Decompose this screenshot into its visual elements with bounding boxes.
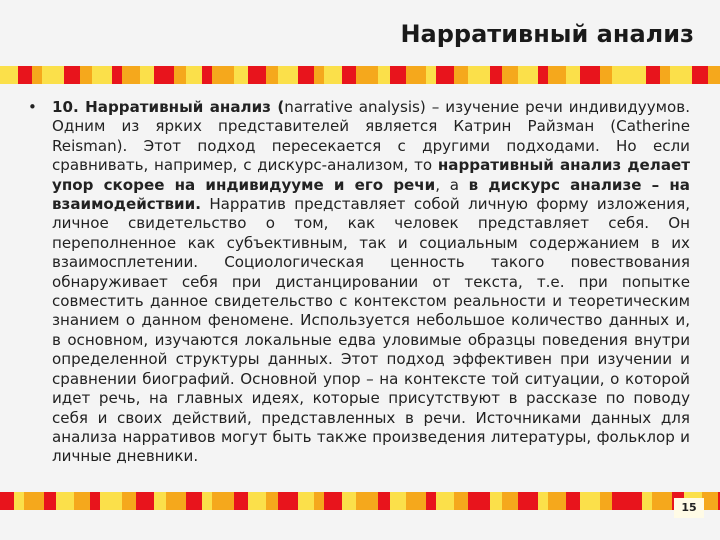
stripe-segment — [154, 66, 174, 84]
stripe-segment — [32, 66, 42, 84]
stripe-segment — [580, 66, 600, 84]
stripe-segment — [42, 66, 64, 84]
stripe-segment — [502, 492, 518, 510]
stripe-segment — [298, 492, 314, 510]
stripe-segment — [122, 492, 136, 510]
stripe-segment — [390, 492, 406, 510]
heading-lead: 10. Нарративный анализ ( — [52, 98, 285, 116]
stripe-segment — [186, 492, 202, 510]
stripe-segment — [18, 66, 32, 84]
stripe-segment — [468, 66, 490, 84]
text-part-1: ) – изучение речи индивидуумов. Одним из ярких представителей является Катрин Райзман (Catherine Reisman). Этот подход пересекается с другими подходами. Но если сравнивать, например, с дискурс-анализом, то — [52, 98, 690, 175]
stripe-segment — [468, 492, 490, 510]
stripe-segment — [702, 492, 718, 510]
stripe-segment — [64, 66, 80, 84]
stripe-segment — [122, 66, 140, 84]
stripe-segment — [234, 66, 248, 84]
stripe-segment — [266, 492, 278, 510]
page-number: 15 — [674, 498, 704, 518]
stripe-segment — [342, 492, 356, 510]
stripe-segment — [140, 66, 154, 84]
stripe-segment — [92, 66, 112, 84]
english-term: narrative analysis — [284, 98, 420, 116]
stripe-segment — [14, 492, 24, 510]
stripe-segment — [248, 492, 266, 510]
stripe-segment — [612, 66, 628, 84]
bottom-decorative-stripe — [0, 492, 720, 510]
stripe-segment — [324, 66, 342, 84]
stripe-segment — [566, 492, 580, 510]
stripe-segment — [248, 66, 266, 84]
stripe-segment — [612, 492, 628, 510]
stripe-segment — [234, 492, 248, 510]
stripe-segment — [24, 492, 44, 510]
stripe-segment — [112, 66, 122, 84]
stripe-segment — [454, 66, 468, 84]
stripe-segment — [628, 66, 646, 84]
stripe-segment — [490, 66, 502, 84]
stripe-segment — [342, 66, 356, 84]
stripe-segment — [518, 66, 538, 84]
bold-phrase-narrative: нарративный анализ делает упор скорее на индивидууме и его речи — [52, 156, 690, 194]
stripe-segment — [566, 66, 580, 84]
bold-phrase-discourse: в дискурс анализе – на взаимодействии. — [52, 175, 690, 214]
stripe-segment — [154, 492, 166, 510]
stripe-segment — [502, 66, 518, 84]
stripe-segment — [174, 66, 186, 84]
stripe-segment — [212, 66, 234, 84]
stripe-segment — [80, 66, 92, 84]
stripe-segment — [646, 66, 660, 84]
stripe-segment — [166, 492, 186, 510]
stripe-segment — [378, 66, 390, 84]
stripe-segment — [600, 492, 612, 510]
stripe-segment — [426, 492, 436, 510]
stripe-segment — [406, 66, 426, 84]
stripe-segment — [518, 492, 538, 510]
body-paragraph — [52, 98, 690, 467]
text-part-3: Нарратив представляет собой личную форму изложения, личное свидетельство о том, как человек представляет себя. Он переполненное как субъективным, так и социальным содержанием в их взаимосплетении. Социологическая ценность такого повествования обнаруживает себя при дистанцировании от текста, т.е. при попытке совместить данное свидетельство с контекстом реальности и теоретическим знанием о данном феномене. Используется небольшое количество данных и, в основном, изучаются локальные едва уловимые образцы поведения внутри определенной структуры данных. Этот подход эффективен при изучении и сравнении биографий. Основной упор – на контексте той ситуации, о которой идет речь, на главных идеях, которые присутствуют в рассказе по поводу себя и своих действий, представленных в речи. Источниками данных для анализа нарративов могут быть также произведения литературы, фольклор и личные дневники. — [52, 195, 690, 466]
stripe-segment — [660, 66, 670, 84]
stripe-segment — [670, 66, 692, 84]
stripe-segment — [600, 66, 612, 84]
stripe-segment — [426, 66, 436, 84]
stripe-segment — [378, 492, 390, 510]
stripe-segment — [278, 492, 298, 510]
stripe-segment — [298, 66, 314, 84]
top-decorative-stripe — [0, 66, 720, 84]
stripe-segment — [436, 492, 454, 510]
stripe-segment — [454, 492, 468, 510]
stripe-segment — [266, 66, 278, 84]
stripe-segment — [548, 66, 566, 84]
stripe-segment — [186, 66, 202, 84]
stripe-segment — [708, 66, 720, 84]
stripe-segment — [314, 66, 324, 84]
stripe-segment — [490, 492, 502, 510]
text-part-2: , а — [435, 175, 469, 194]
stripe-segment — [90, 492, 100, 510]
stripe-segment — [202, 66, 212, 84]
stripe-segment — [538, 492, 548, 510]
stripe-segment — [314, 492, 324, 510]
stripe-segment — [406, 492, 426, 510]
stripe-segment — [136, 492, 154, 510]
stripe-segment — [628, 492, 642, 510]
stripe-segment — [538, 66, 548, 84]
stripe-segment — [44, 492, 56, 510]
stripe-segment — [652, 492, 672, 510]
stripe-segment — [202, 492, 212, 510]
stripe-segment — [0, 66, 18, 84]
stripe-segment — [390, 66, 406, 84]
stripe-segment — [278, 66, 298, 84]
stripe-segment — [580, 492, 600, 510]
stripe-segment — [324, 492, 342, 510]
stripe-segment — [356, 66, 378, 84]
stripe-segment — [436, 66, 454, 84]
stripe-segment — [212, 492, 234, 510]
slide-title: Нарративный анализ — [400, 20, 694, 48]
stripe-segment — [692, 66, 708, 84]
stripe-segment — [100, 492, 122, 510]
stripe-segment — [0, 492, 14, 510]
stripe-segment — [74, 492, 90, 510]
stripe-segment — [56, 492, 74, 510]
stripe-segment — [642, 492, 652, 510]
stripe-segment — [548, 492, 566, 510]
stripe-segment — [356, 492, 378, 510]
bullet-marker: • — [28, 98, 37, 116]
